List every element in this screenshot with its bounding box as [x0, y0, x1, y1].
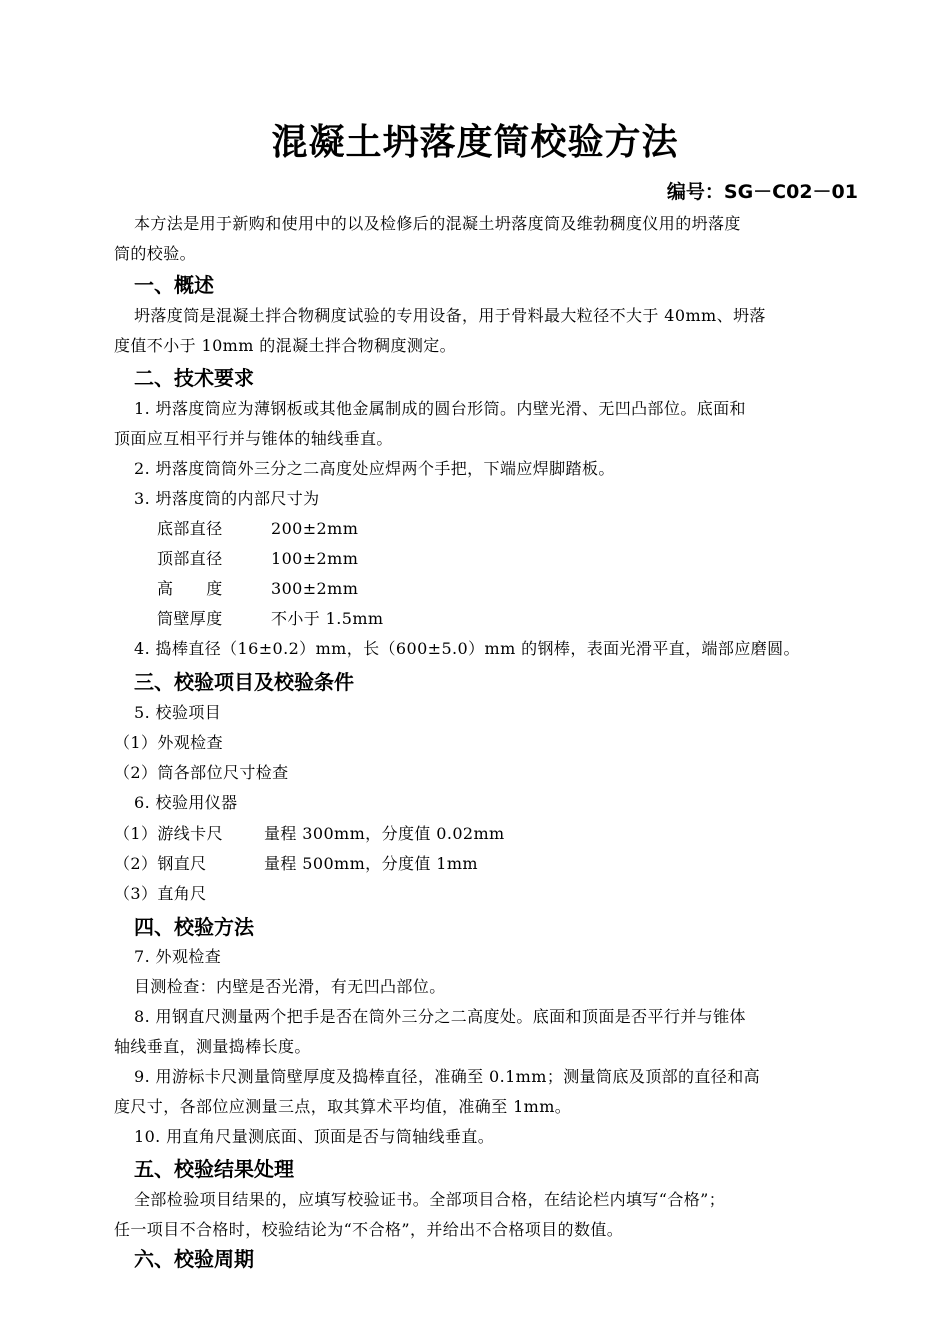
instrument-row: [114, 850, 860, 878]
list-item: 2. 坍落度筒筒外三分之二高度处应焊两个手把，下端应焊脚踏板。: [134, 459, 615, 478]
instrument-name: （1）游线卡尺: [114, 824, 223, 843]
instrument-name: （2）钢直尺: [114, 854, 207, 873]
section-heading-overview: 一、概述: [134, 273, 214, 297]
sub-item: （2）筒各部位尺寸检查: [114, 763, 289, 782]
list-item: 9. 用游标卡尺测量筒壁厚度及捣棒直径，准确至 0.1mm；测量筒底及顶部的直径和高: [134, 1067, 761, 1086]
dimension-label: 顶部直径: [157, 549, 223, 568]
section-heading-items: 三、校验项目及校验条件: [134, 670, 354, 694]
list-item-continued: 度尺寸，各部位应测量三点，取其算术平均值，准确至 1mm。: [114, 1097, 572, 1116]
dimension-row: [157, 515, 903, 543]
section-heading-cycle: 六、校验周期: [134, 1247, 254, 1271]
paragraph-line: 任一项目不合格时，校验结论为“不合格”，并给出不合格项目的数值。: [114, 1220, 624, 1239]
list-item: 5. 校验项目: [134, 703, 222, 722]
paragraph-line: 全部检验项目结果的，应填写校验证书。全部项目合格，在结论栏内填写“合格”；: [134, 1190, 726, 1209]
intro-line: 筒的校验。: [114, 244, 197, 263]
instrument-row: [114, 820, 860, 848]
document-code: 编号：SG－C02－01: [666, 181, 858, 203]
list-item: 8. 用钢直尺测量两个把手是否在筒外三分之二高度处。底面和顶面是否平行并与锥体: [134, 1007, 746, 1026]
dimension-label: 筒壁厚度: [157, 609, 223, 628]
section-heading-method: 四、校验方法: [134, 915, 254, 939]
list-item-continued: 顶面应互相平行并与锥体的轴线垂直。: [114, 429, 393, 448]
dimension-value: 300±2mm: [271, 579, 359, 598]
dimension-row: [157, 545, 903, 573]
section-heading-results: 五、校验结果处理: [134, 1157, 294, 1181]
document-title: 混凝土坍落度筒校验方法: [271, 122, 679, 163]
instrument-name: （3）直角尺: [114, 884, 207, 903]
dimension-value: 200±2mm: [271, 519, 359, 538]
dimension-value: 100±2mm: [271, 549, 359, 568]
dimension-label: 高 度: [157, 579, 223, 598]
paragraph-line: 坍落度筒是混凝土拌合物稠度试验的专用设备，用于骨料最大粒径不大于 40mm、坍落: [134, 306, 766, 325]
list-item: 7. 外观检查: [134, 947, 222, 966]
list-item-continued: 轴线垂直，测量捣棒长度。: [114, 1037, 311, 1056]
list-item: 1. 坍落度筒应为薄钢板或其他金属制成的圆台形筒。内壁光滑、无凹凸部位。底面和: [134, 399, 746, 418]
dimension-row: [157, 575, 903, 603]
paragraph-line: 目测检查：内壁是否光滑，有无凹凸部位。: [134, 977, 446, 996]
list-item: 6. 校验用仪器: [134, 793, 238, 812]
instrument-row: [114, 880, 860, 908]
instrument-spec: 量程 300mm，分度值 0.02mm: [264, 824, 505, 843]
dimension-row: [157, 605, 903, 633]
instrument-spec: 量程 500mm，分度值 1mm: [264, 854, 478, 873]
list-item: 10. 用直角尺量测底面、顶面是否与筒轴线垂直。: [134, 1127, 495, 1146]
section-heading-tech: 二、技术要求: [134, 366, 254, 390]
paragraph-line: 度值不小于 10mm 的混凝土拌合物稠度测定。: [114, 336, 457, 355]
dimension-label: 底部直径: [157, 519, 223, 538]
intro-line: 本方法是用于新购和使用中的以及检修后的混凝土坍落度筒及维勃稠度仪用的坍落度: [134, 214, 741, 233]
dimension-value: 不小于 1.5mm: [271, 609, 384, 628]
list-item: 3. 坍落度筒的内部尺寸为: [134, 489, 320, 508]
list-item: 4. 捣棒直径（16±0.2）mm，长（600±5.0）mm 的钢棒，表面光滑平直，端部应磨圆。: [134, 639, 800, 658]
sub-item: （1）外观检查: [114, 733, 223, 752]
